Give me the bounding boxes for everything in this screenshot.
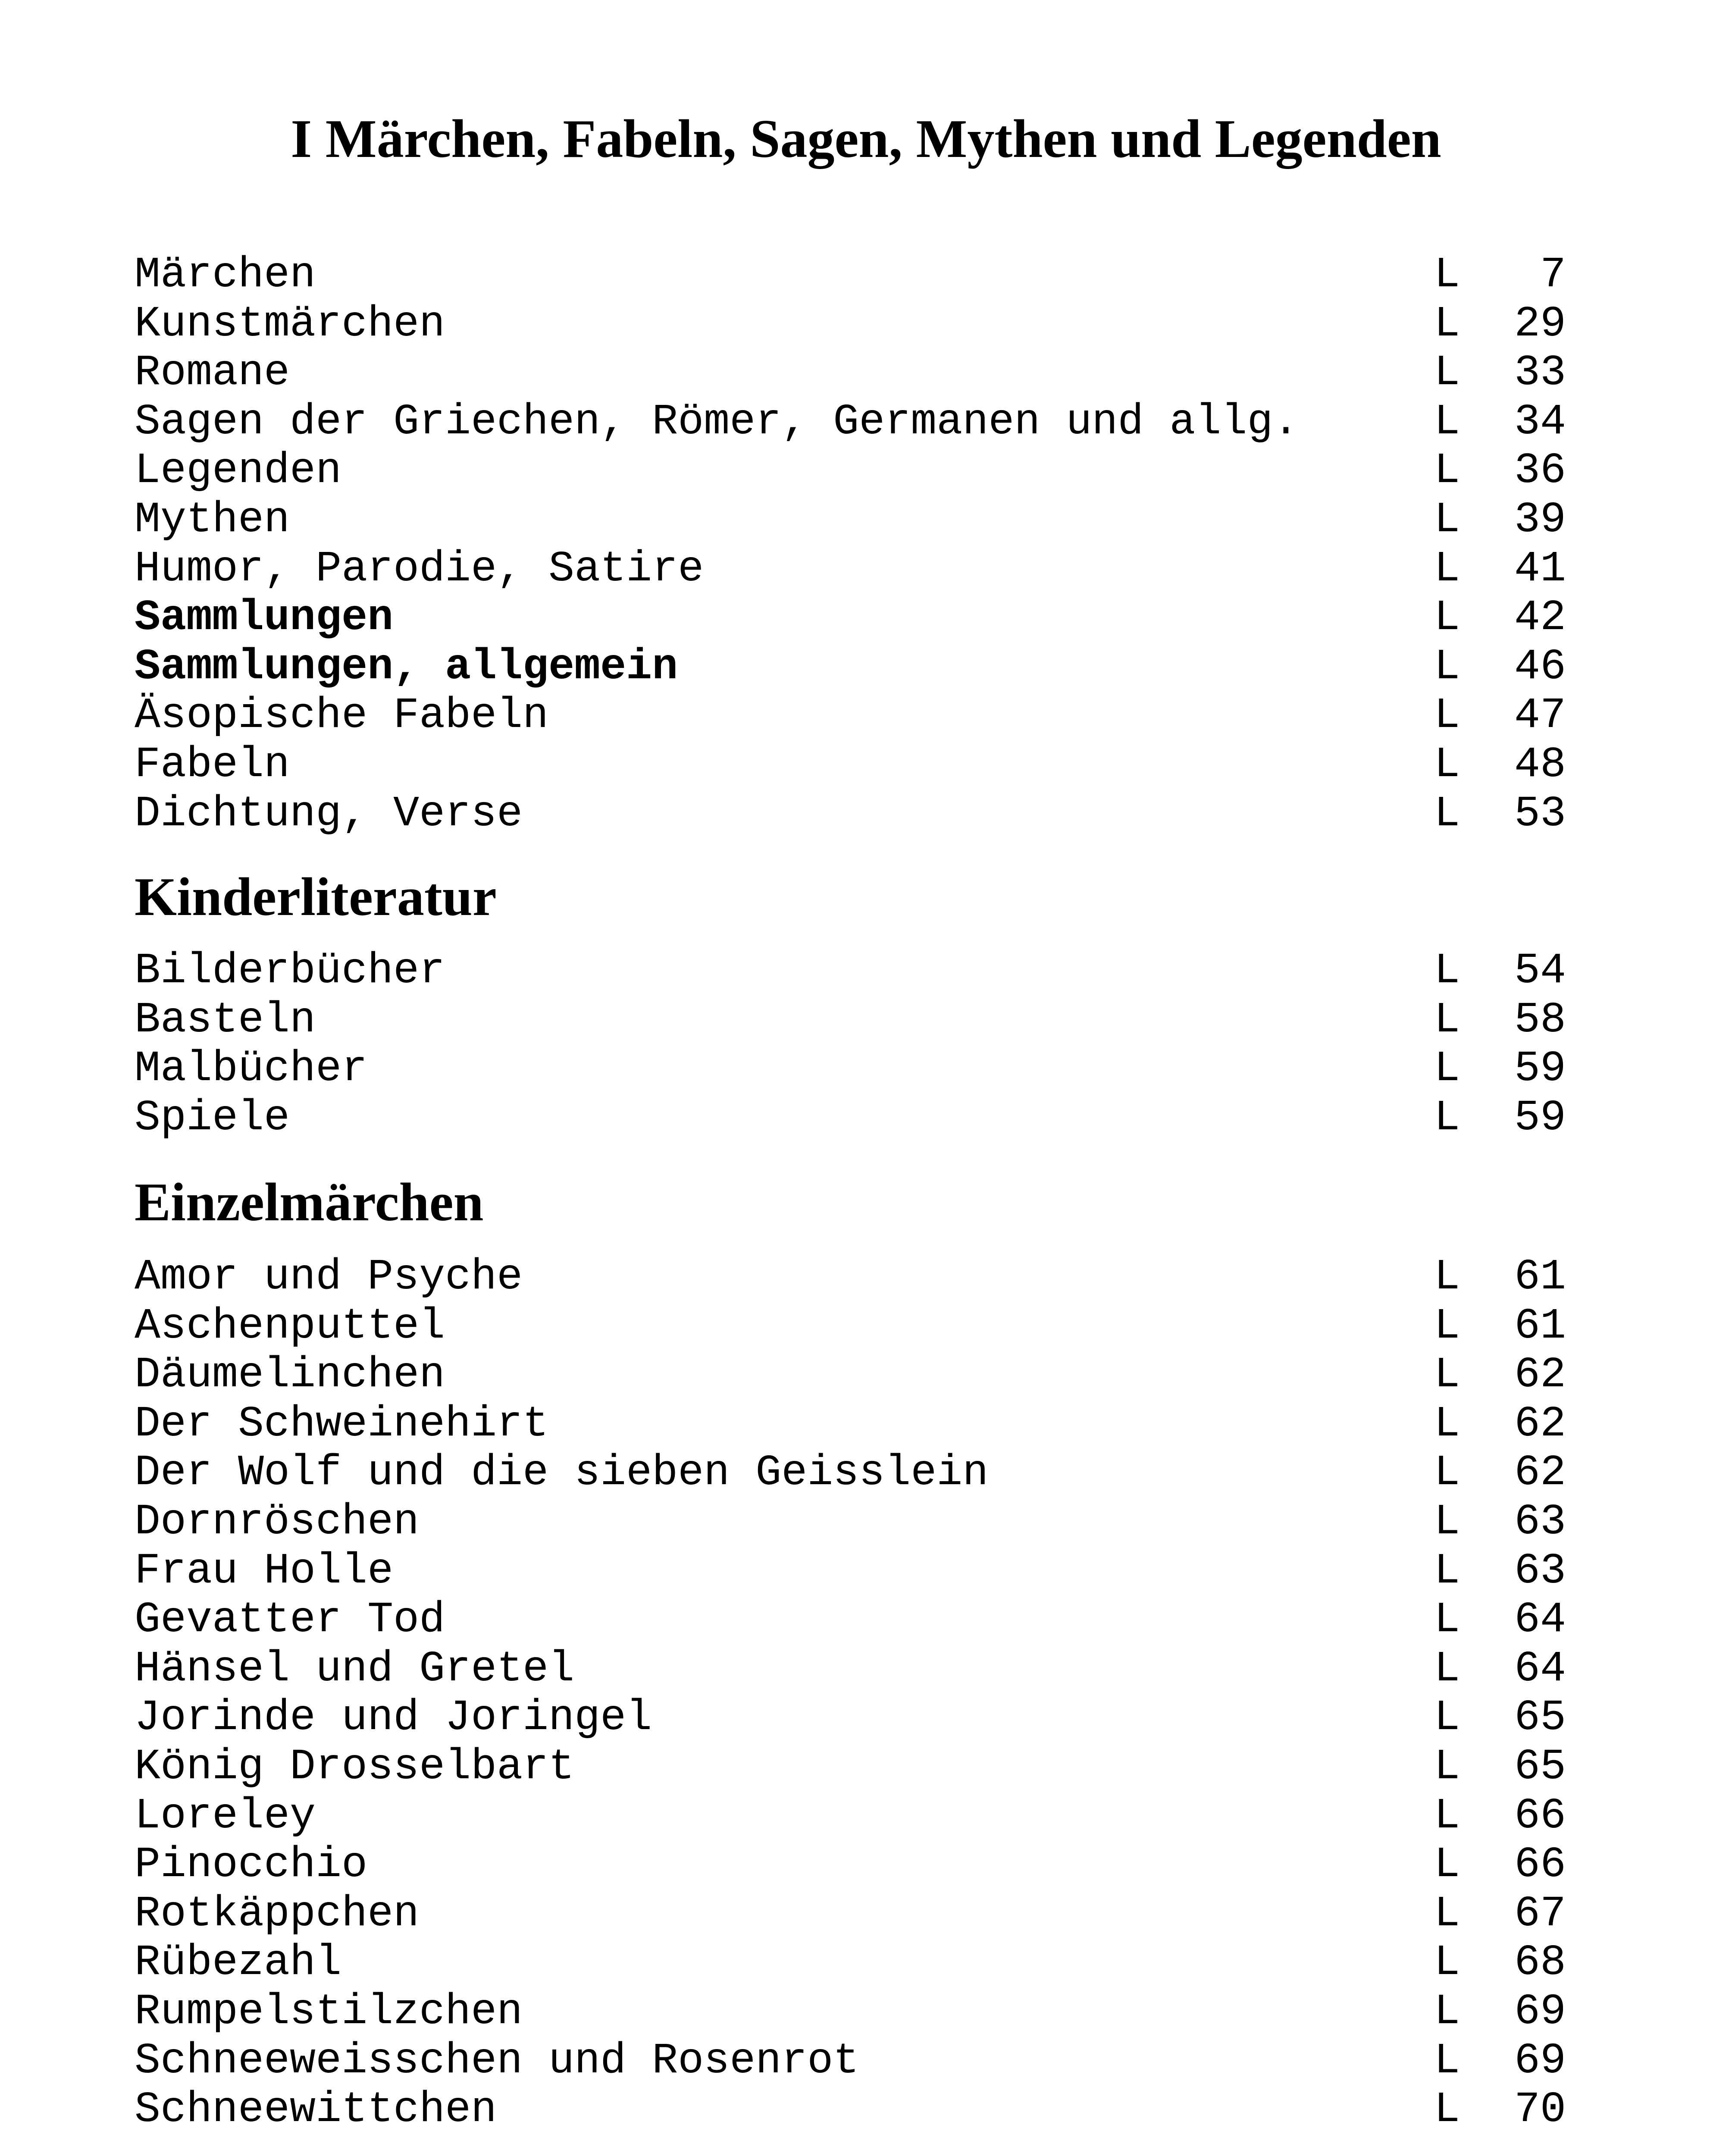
toc-entry-title: Sammlungen bbox=[135, 594, 394, 643]
toc-entry bbox=[135, 1645, 1566, 1694]
toc-entry-title: Jorinde und Joringel bbox=[135, 1694, 652, 1743]
toc-entry bbox=[135, 947, 1566, 996]
toc-entry-page-number: 61 bbox=[1514, 1253, 1566, 1302]
toc-entry-prefix: L bbox=[1434, 1742, 1460, 1792]
toc-entry bbox=[135, 1400, 1566, 1449]
toc-entry-page-number: 64 bbox=[1514, 1645, 1566, 1694]
toc-entry-title: Sagen der Griechen, Römer, Germanen und allg. bbox=[135, 398, 1299, 447]
toc-entry-title: Rotkäppchen bbox=[135, 1890, 420, 1939]
section-heading-kinderliteratur: Kinderliteratur bbox=[135, 867, 497, 927]
toc-entry-title: Kunstmärchen bbox=[135, 300, 445, 349]
toc-entry-prefix: L bbox=[1434, 1645, 1460, 1694]
toc-entry bbox=[135, 996, 1566, 1045]
toc-entry-prefix: L bbox=[1434, 790, 1460, 839]
toc-entry bbox=[135, 2086, 1566, 2135]
toc-entry-title: Sammlungen, allgemein bbox=[135, 642, 678, 692]
toc-entry bbox=[135, 692, 1566, 741]
toc-entry-page-number: 48 bbox=[1514, 740, 1566, 790]
toc-entry-prefix: L bbox=[1434, 1094, 1460, 1143]
toc-entry-prefix: L bbox=[1434, 1890, 1460, 1939]
toc-entry-prefix: L bbox=[1434, 947, 1460, 996]
toc-entry-title: Loreley bbox=[135, 1792, 316, 1841]
toc-entry-title: Mythen bbox=[135, 495, 290, 545]
toc-entry-page-number: 29 bbox=[1514, 300, 1566, 349]
toc-entry-page-number: 62 bbox=[1514, 1449, 1566, 1498]
toc-entry-prefix: L bbox=[1434, 251, 1460, 300]
toc-entry-title: Märchen bbox=[135, 251, 316, 300]
toc-entry-page-number: 66 bbox=[1514, 1792, 1566, 1841]
toc-entry-title: Aschenputtel bbox=[135, 1302, 445, 1351]
toc-entry-page-number: 67 bbox=[1514, 1890, 1566, 1939]
toc-entry-page-number: 7 bbox=[1540, 251, 1566, 300]
toc-entry-prefix: L bbox=[1434, 996, 1460, 1045]
toc-entry-page-number: 65 bbox=[1514, 1742, 1566, 1792]
toc-entry bbox=[135, 1094, 1566, 1143]
toc-entry-page-number: 59 bbox=[1514, 1094, 1566, 1143]
toc-entry-prefix: L bbox=[1434, 1253, 1460, 1302]
toc-entry-prefix: L bbox=[1434, 1596, 1460, 1645]
toc-entry-prefix: L bbox=[1434, 1351, 1460, 1400]
toc-entry-prefix: L bbox=[1434, 2086, 1460, 2135]
toc-entry-prefix: L bbox=[1434, 398, 1460, 447]
toc-entry-prefix: L bbox=[1434, 1987, 1460, 2037]
toc-entry-prefix: L bbox=[1434, 1302, 1460, 1351]
toc-entry-title: Romane bbox=[135, 349, 290, 398]
toc-entry-page-number: 66 bbox=[1514, 1841, 1566, 1890]
toc-entry-page-number: 54 bbox=[1514, 947, 1566, 996]
toc-entry-prefix: L bbox=[1434, 1694, 1460, 1743]
toc-entry-title: Däumelinchen bbox=[135, 1351, 445, 1400]
toc-entry-page-number: 42 bbox=[1514, 594, 1566, 643]
page-title: I Märchen, Fabeln, Sagen, Mythen und Legenden bbox=[291, 109, 1441, 169]
toc-entry-title: Schneewittchen bbox=[135, 2086, 497, 2135]
toc-entry bbox=[135, 1841, 1566, 1890]
toc-entry-title: Humor, Parodie, Satire bbox=[135, 545, 704, 594]
toc-entry-page-number: 36 bbox=[1514, 447, 1566, 496]
toc-entry-page-number: 63 bbox=[1514, 1498, 1566, 1547]
toc-entry-title: Basteln bbox=[135, 996, 316, 1045]
toc-entry-prefix: L bbox=[1434, 349, 1460, 398]
toc-entry-prefix: L bbox=[1434, 642, 1460, 692]
toc-entry bbox=[135, 1890, 1566, 1939]
toc-entry-prefix: L bbox=[1434, 2037, 1460, 2086]
toc-entry bbox=[135, 1743, 1566, 1792]
toc-entry-prefix: L bbox=[1434, 1449, 1460, 1498]
toc-entry-page-number: 46 bbox=[1514, 642, 1566, 692]
toc-entry-title: Gevatter Tod bbox=[135, 1596, 445, 1645]
toc-entry-title: Schneeweisschen und Rosenrot bbox=[135, 2037, 859, 2086]
toc-entry bbox=[135, 790, 1566, 839]
toc-entry bbox=[135, 1045, 1566, 1094]
toc-list-main bbox=[135, 251, 1566, 839]
toc-entry-page-number: 65 bbox=[1514, 1694, 1566, 1743]
toc-entry bbox=[135, 496, 1566, 545]
toc-entry-title: Dornröschen bbox=[135, 1498, 420, 1547]
toc-entry-title: Pinocchio bbox=[135, 1841, 368, 1890]
toc-entry-prefix: L bbox=[1434, 1939, 1460, 1988]
toc-entry-title: König Drosselbart bbox=[135, 1742, 575, 1792]
toc-entry-title: Der Schweinehirt bbox=[135, 1400, 549, 1449]
toc-entry bbox=[135, 300, 1566, 349]
toc-entry-page-number: 34 bbox=[1514, 398, 1566, 447]
toc-entry-page-number: 63 bbox=[1514, 1547, 1566, 1596]
toc-entry-title: Legenden bbox=[135, 447, 342, 496]
toc-entry bbox=[135, 1596, 1566, 1645]
toc-entry-page-number: 68 bbox=[1514, 1939, 1566, 1988]
toc-entry bbox=[135, 741, 1566, 790]
toc-entry-title: Rübezahl bbox=[135, 1939, 342, 1988]
toc-entry-title: Spiele bbox=[135, 1094, 290, 1143]
toc-entry-page-number: 33 bbox=[1514, 349, 1566, 398]
toc-entry bbox=[135, 1988, 1566, 2037]
toc-entry bbox=[135, 643, 1566, 692]
toc-entry-prefix: L bbox=[1434, 300, 1460, 349]
toc-entry-page-number: 53 bbox=[1514, 790, 1566, 839]
toc-entry bbox=[135, 1351, 1566, 1400]
toc-entry-page-number: 58 bbox=[1514, 996, 1566, 1045]
toc-entry bbox=[135, 251, 1566, 300]
toc-entry bbox=[135, 398, 1566, 447]
toc-entry-page-number: 62 bbox=[1514, 1400, 1566, 1449]
toc-entry-prefix: L bbox=[1434, 1792, 1460, 1841]
toc-entry-prefix: L bbox=[1434, 1045, 1460, 1094]
section-heading-einzelmaerchen: Einzelmärchen bbox=[135, 1172, 484, 1232]
toc-list-kinderliteratur bbox=[135, 947, 1566, 1143]
toc-entry bbox=[135, 447, 1566, 496]
toc-entry-title: Der Wolf und die sieben Geisslein bbox=[135, 1449, 989, 1498]
toc-entry-title: Dichtung, Verse bbox=[135, 790, 523, 839]
toc-entry-title: Hänsel und Gretel bbox=[135, 1645, 575, 1694]
toc-entry-page-number: 70 bbox=[1514, 2086, 1566, 2135]
toc-entry-title: Malbücher bbox=[135, 1045, 368, 1094]
toc-entry-page-number: 47 bbox=[1514, 692, 1566, 741]
toc-entry-prefix: L bbox=[1434, 692, 1460, 741]
toc-entry-prefix: L bbox=[1434, 1498, 1460, 1547]
toc-entry-page-number: 39 bbox=[1514, 495, 1566, 545]
toc-entry bbox=[135, 1694, 1566, 1743]
toc-entry-title: Fabeln bbox=[135, 740, 290, 790]
toc-entry bbox=[135, 1253, 1566, 1302]
toc-entry-prefix: L bbox=[1434, 1547, 1460, 1596]
toc-entry-prefix: L bbox=[1434, 740, 1460, 790]
toc-entry-page-number: 69 bbox=[1514, 1987, 1566, 2037]
toc-entry-title: Amor und Psyche bbox=[135, 1253, 523, 1302]
toc-list-einzelmaerchen bbox=[135, 1253, 1566, 2135]
toc-entry-prefix: L bbox=[1434, 594, 1460, 643]
toc-entry-prefix: L bbox=[1434, 495, 1460, 545]
toc-entry bbox=[135, 1498, 1566, 1547]
toc-entry-title: Äsopische Fabeln bbox=[135, 692, 549, 741]
toc-entry bbox=[135, 1547, 1566, 1596]
toc-entry-page-number: 62 bbox=[1514, 1351, 1566, 1400]
toc-entry-page-number: 59 bbox=[1514, 1045, 1566, 1094]
toc-entry-page-number: 61 bbox=[1514, 1302, 1566, 1351]
toc-entry bbox=[135, 1302, 1566, 1351]
toc-entry bbox=[135, 1792, 1566, 1841]
toc-entry bbox=[135, 349, 1566, 398]
toc-entry-prefix: L bbox=[1434, 545, 1460, 594]
toc-entry bbox=[135, 2037, 1566, 2086]
toc-entry-page-number: 69 bbox=[1514, 2037, 1566, 2086]
toc-entry-title: Rumpelstilzchen bbox=[135, 1987, 523, 2037]
toc-entry bbox=[135, 545, 1566, 594]
toc-entry bbox=[135, 594, 1566, 643]
toc-entry-prefix: L bbox=[1434, 1400, 1460, 1449]
toc-entry-title: Bilderbücher bbox=[135, 947, 445, 996]
toc-entry-prefix: L bbox=[1434, 447, 1460, 496]
toc-entry bbox=[135, 1939, 1566, 1988]
toc-entry-page-number: 41 bbox=[1514, 545, 1566, 594]
toc-entry-title: Frau Holle bbox=[135, 1547, 394, 1596]
toc-entry-page-number: 64 bbox=[1514, 1596, 1566, 1645]
toc-entry-prefix: L bbox=[1434, 1841, 1460, 1890]
toc-entry bbox=[135, 1449, 1566, 1498]
